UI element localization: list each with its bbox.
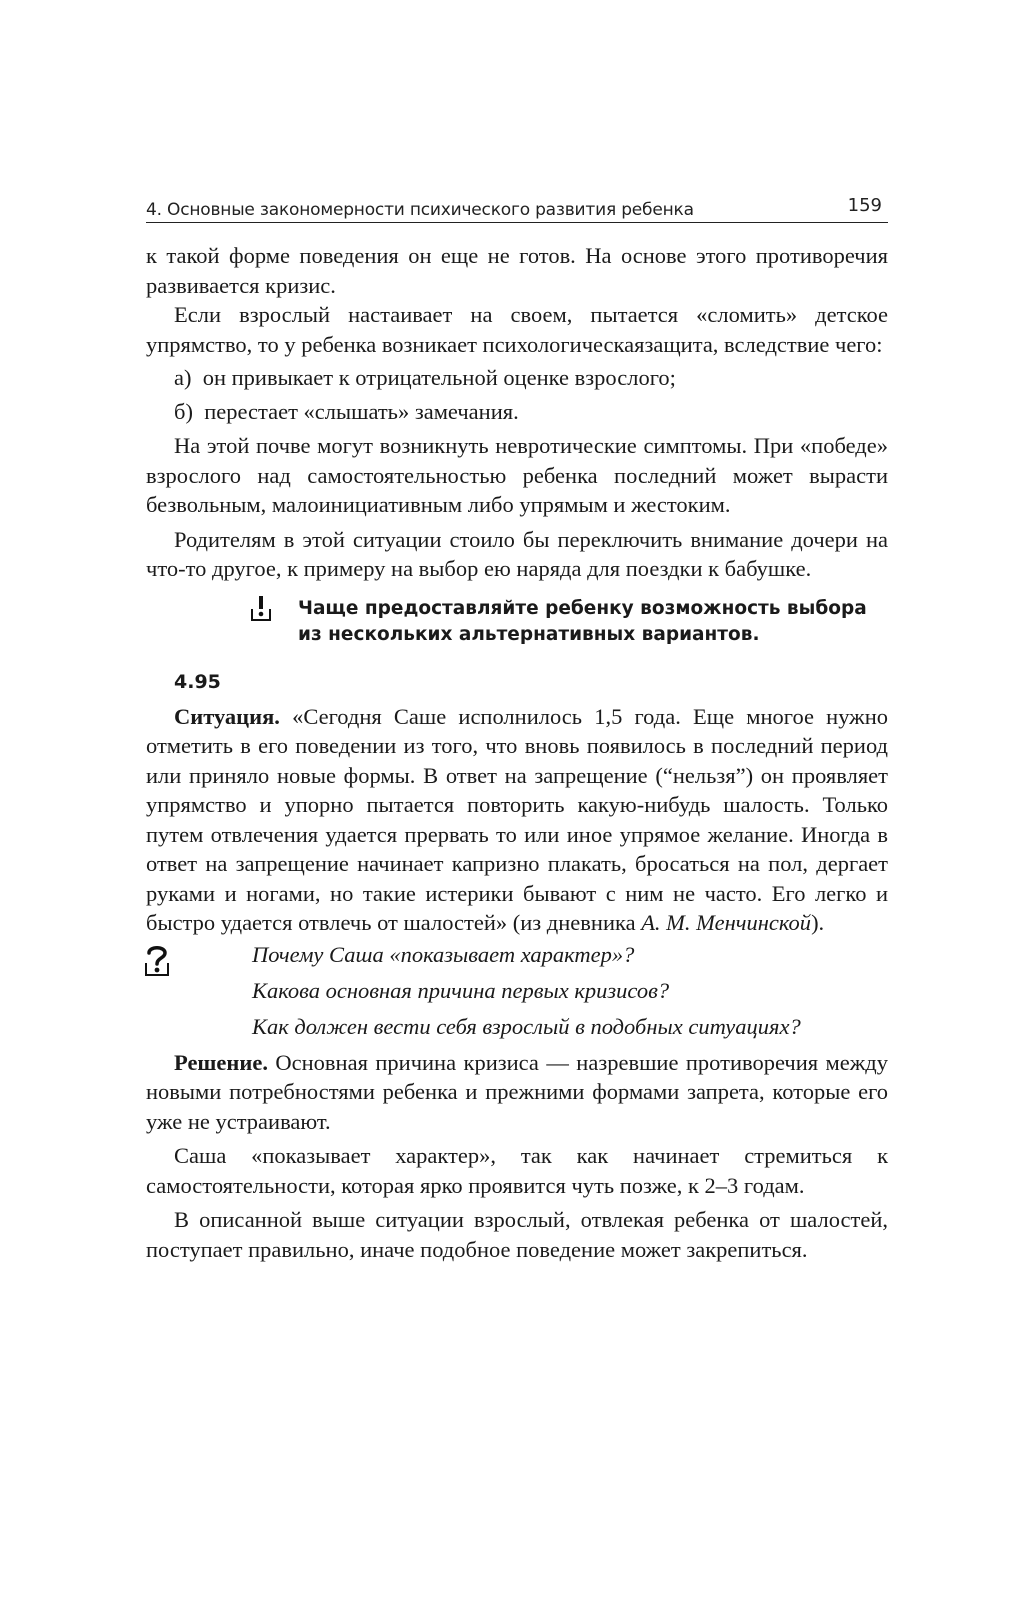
running-header <box>146 190 888 223</box>
exclamation-icon <box>250 596 272 622</box>
paragraph-2: Если взрослый настаивает на своем, пытается «сломить» детское упрямство, то у ребенка возникает психологическаязащита, вследствие чего: <box>146 302 888 357</box>
question-3: Как должен вести себя взрослый в подобных ситуациях? <box>252 1013 801 1039</box>
situation-text: «Сегодня Саше исполнилось 1,5 года. Еще многое нужно отметить в его поведении из того, что вновь появилось в последний период или приняло новые формы. В ответ на запрещение (“нельзя”) он проявляет упрямство и упорно пытается повторить какую-нибудь шалость. Только путем отвлечения удается прервать то или иное упрямое желание. Иногда в ответ на запрещение начинает капризно плакать, бросаться на пол, дергает руками и ногами, но такие истерики бывают с ним не часто. Его легко и быстро удается отвлечь от шалостей» (из дневника <box>146 703 888 935</box>
solution-text: Основная причина кризиса — назревшие противоречия между новыми потребностями ребенка и прежними формами запрета, которые его уже не устраивают. <box>146 1049 888 1134</box>
question-icon <box>144 944 170 976</box>
situation-end: ). <box>811 910 825 935</box>
paragraph-4: Родителям в этой ситуации стоило бы переключить внимание дочери на что-то другое, к примеру на выбор ею наряда для поездки к бабушке. <box>146 526 888 581</box>
advice-text: Чаще предоставляйте ребенку возможность выбора из нескольких альтернативных вариантов. <box>298 597 867 645</box>
paragraph-final: В описанной выше ситуации взрослый, отвлекая ребенка от шалостей, поступает правильно, иначе подобное поведение может закрепиться. <box>146 1207 888 1262</box>
advice-note <box>146 596 888 648</box>
situation-author: А. М. Менчинской <box>641 910 812 935</box>
chapter-title: 4. Основные закономерности психического развития ребенка <box>146 200 694 220</box>
case-number: 4.95 <box>174 670 221 693</box>
list-item-b: б) перестает «слышать» замечания. <box>174 398 519 424</box>
question-2: Какова основная причина первых кризисов? <box>252 977 670 1003</box>
situation-label: Ситуация. <box>174 703 280 729</box>
paragraph-3: На этой почве могут возникнуть невротические симптомы. При «победе» взрослого над самостоятельностью ребенка последний может вырасти безвольным, малоинициативным либо упрямым и жестоким. <box>146 433 888 517</box>
list-item-a: а) он привыкает к отрицательной оценке взрослого; <box>174 365 676 390</box>
page-body <box>146 241 888 1264</box>
solution-paragraph <box>146 1048 888 1137</box>
book-page <box>146 190 888 1264</box>
questions-block <box>146 940 888 1041</box>
page-number: 159 <box>847 195 882 216</box>
paragraph-1: к такой форме поведения он еще не готов. На основе этого противоречия развивается кризис. <box>146 243 888 298</box>
question-1: Почему Саша «показывает характер»? <box>252 941 635 967</box>
paragraph-character: Саша «показывает характер», так как начинает стремиться к самостоятельности, которая ярко проявится чуть позже, к 2–3 годам. <box>146 1143 888 1198</box>
solution-label: Решение. <box>174 1049 268 1075</box>
situation-paragraph <box>146 702 888 938</box>
